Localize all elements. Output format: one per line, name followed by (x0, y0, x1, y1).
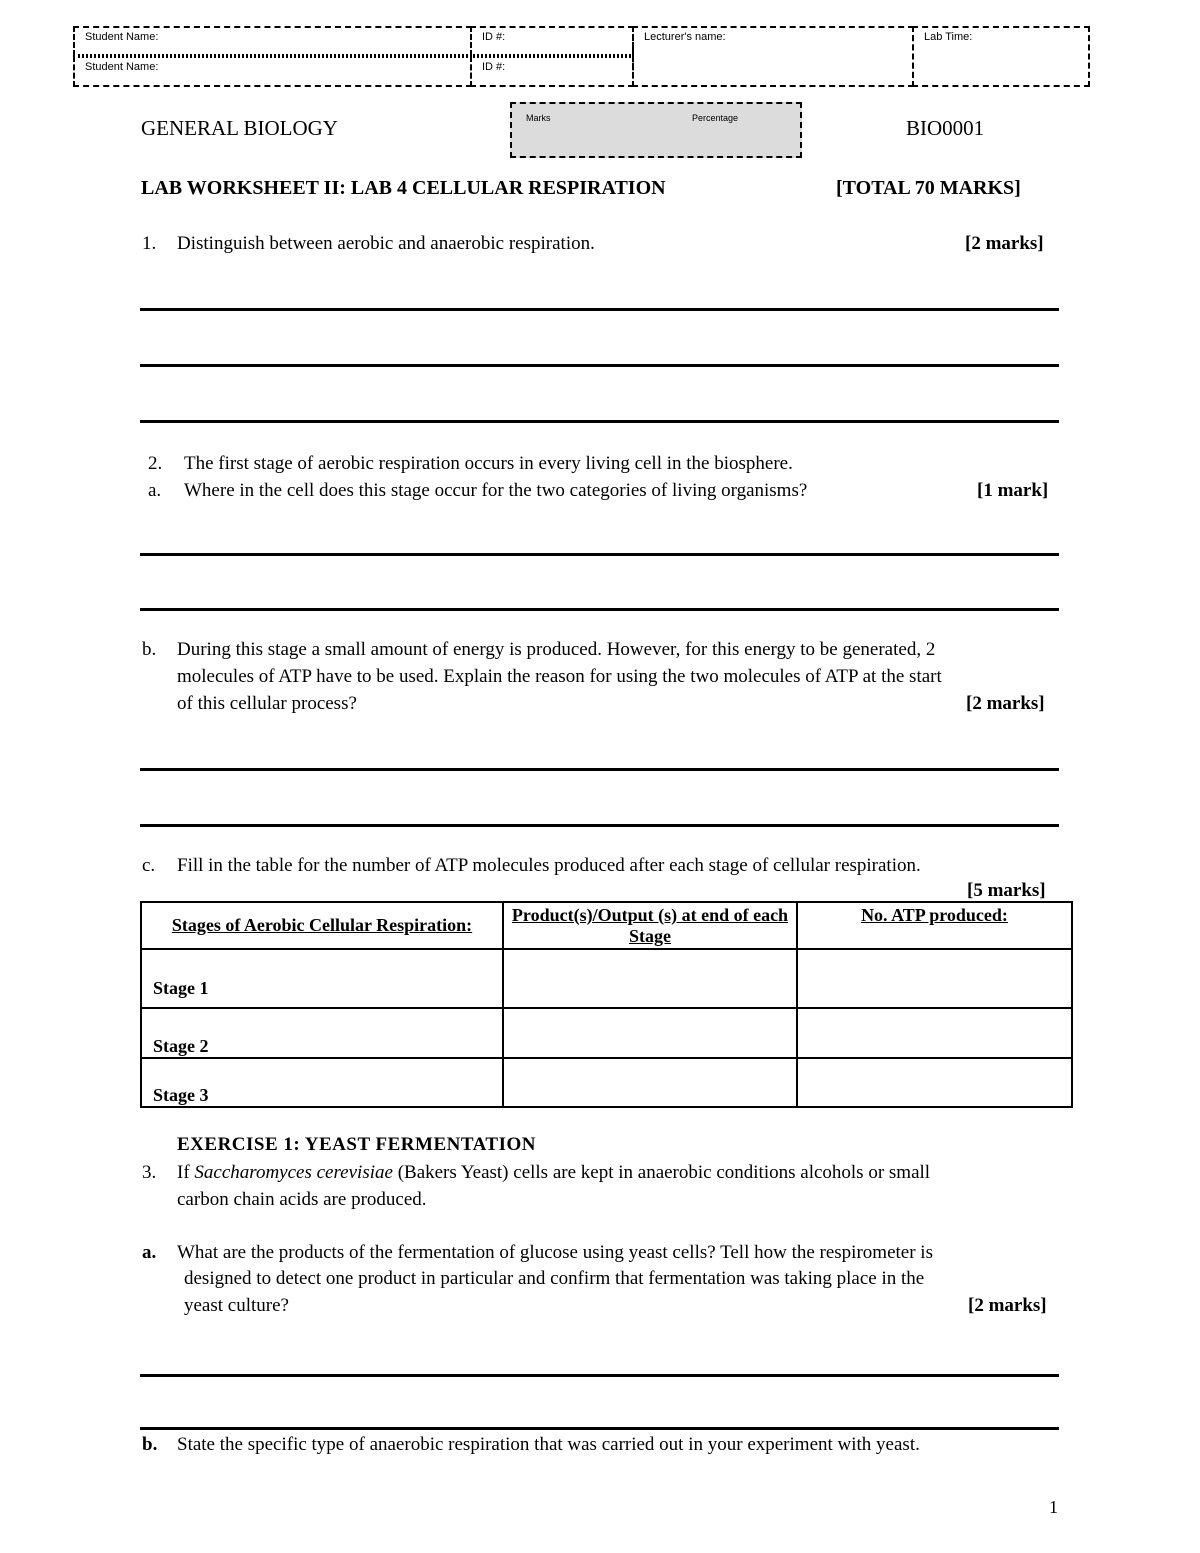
q2a-text: Where in the cell does this stage occur for the two categories of living organisms? (184, 480, 808, 501)
q3a-label: a. (142, 1242, 157, 1263)
worksheet-title: LAB WORKSHEET II: LAB 4 CELLULAR RESPIRATION (141, 177, 666, 199)
answer-line[interactable] (140, 364, 1059, 367)
answer-line[interactable] (140, 553, 1059, 556)
table-cell-input[interactable] (503, 1058, 797, 1107)
q2-intro: The first stage of aerobic respiration occurs in every living cell in the biosphere. (184, 453, 793, 474)
q1-marks: [2 marks] (965, 233, 1044, 254)
answer-line[interactable] (140, 420, 1059, 423)
lecturer-field[interactable] (632, 26, 914, 87)
table-cell-input[interactable] (797, 1058, 1072, 1107)
lab-time-label: Lab Time: (924, 31, 973, 43)
q1-number: 1. (142, 233, 157, 254)
q2a-label: a. (148, 480, 162, 501)
table-header-atp: No. ATP produced: (797, 902, 1072, 949)
q2b-line3: of this cellular process? (177, 693, 357, 714)
student-name-label-1: Student Name: (85, 31, 159, 43)
marks-label: Marks (526, 113, 551, 123)
q2b-line1: During this stage a small amount of energy is produced. However, for this energy to be generated, 2 (177, 639, 936, 660)
marks-box (510, 102, 802, 158)
table-cell-input[interactable] (503, 949, 797, 1008)
student-name-field-1[interactable] (73, 26, 472, 56)
table-cell-input[interactable] (797, 949, 1072, 1008)
q3-line1 (177, 1162, 930, 1184)
table-header-products: Product(s)/Output (s) at end of each Stage (503, 902, 797, 949)
q3-species: Saccharomyces cerevisiae (194, 1162, 393, 1183)
q3a-marks: [2 marks] (968, 1295, 1047, 1316)
percentage-label: Percentage (692, 113, 739, 123)
id-label-1: ID #: (482, 31, 506, 43)
table-row (141, 949, 1072, 1008)
q3-line2: carbon chain acids are produced. (177, 1189, 427, 1210)
q2a-marks: [1 mark] (977, 480, 1049, 501)
q3b-label: b. (142, 1434, 158, 1455)
student-name-field-2[interactable] (73, 56, 472, 87)
total-marks: [TOTAL 70 MARKS] (836, 177, 1021, 199)
answer-line[interactable] (140, 308, 1059, 311)
q3-post: (Bakers Yeast) cells are kept in anaerobic conditions alcohols or small (392, 1162, 931, 1183)
q2c-text: Fill in the table for the number of ATP molecules produced after each stage of cellular respiration. (177, 855, 921, 876)
page-number: 1 (1049, 1497, 1058, 1517)
q3a-line3: yeast culture? (184, 1295, 289, 1316)
table-row (141, 1058, 1072, 1107)
course-title: GENERAL BIOLOGY (141, 116, 338, 140)
lecturer-label: Lecturer's name: (644, 31, 726, 43)
id-field-2[interactable] (470, 56, 634, 87)
q2c-marks: [5 marks] (967, 880, 1046, 901)
answer-line[interactable] (140, 768, 1059, 771)
q2-number: 2. (148, 453, 163, 474)
table-cell-input[interactable] (503, 1008, 797, 1058)
exercise-heading: EXERCISE 1: YEAST FERMENTATION (177, 1134, 536, 1155)
id-label-2: ID #: (482, 61, 506, 73)
stage-2-label: Stage 2 (153, 1036, 209, 1056)
q3a-line1: What are the products of the fermentation of glucose using yeast cells? Tell how the respirometer is (177, 1242, 933, 1263)
answer-line[interactable] (140, 824, 1059, 827)
course-code: BIO0001 (906, 116, 985, 140)
q2b-line2: molecules of ATP have to be used. Explain the reason for using the two molecules of ATP at the start (177, 666, 942, 687)
q3b-text: State the specific type of anaerobic respiration that was carried out in your experiment with yeast. (177, 1434, 920, 1455)
q2b-label: b. (142, 639, 157, 660)
stage-1-label: Stage 1 (153, 978, 209, 998)
table-header-stage: Stages of Aerobic Cellular Respiration: (141, 902, 503, 949)
answer-line[interactable] (140, 1374, 1059, 1377)
stage-3-label: Stage 3 (153, 1085, 209, 1105)
q3-number: 3. (142, 1162, 157, 1183)
atp-table (140, 901, 1073, 1108)
answer-line[interactable] (140, 608, 1059, 611)
table-row (141, 1008, 1072, 1058)
id-field-1[interactable] (470, 26, 634, 56)
answer-line[interactable] (140, 1427, 1059, 1430)
q2c-label: c. (142, 855, 156, 876)
student-name-label-2: Student Name: (85, 61, 159, 73)
table-cell-input[interactable] (797, 1008, 1072, 1058)
q3a-line2: designed to detect one product in particular and confirm that fermentation was taking place in the (184, 1268, 925, 1289)
q1-text: Distinguish between aerobic and anaerobic respiration. (177, 233, 595, 254)
q2b-marks: [2 marks] (966, 693, 1045, 714)
q3-pre: If (177, 1162, 195, 1183)
lab-time-field[interactable] (912, 26, 1090, 87)
